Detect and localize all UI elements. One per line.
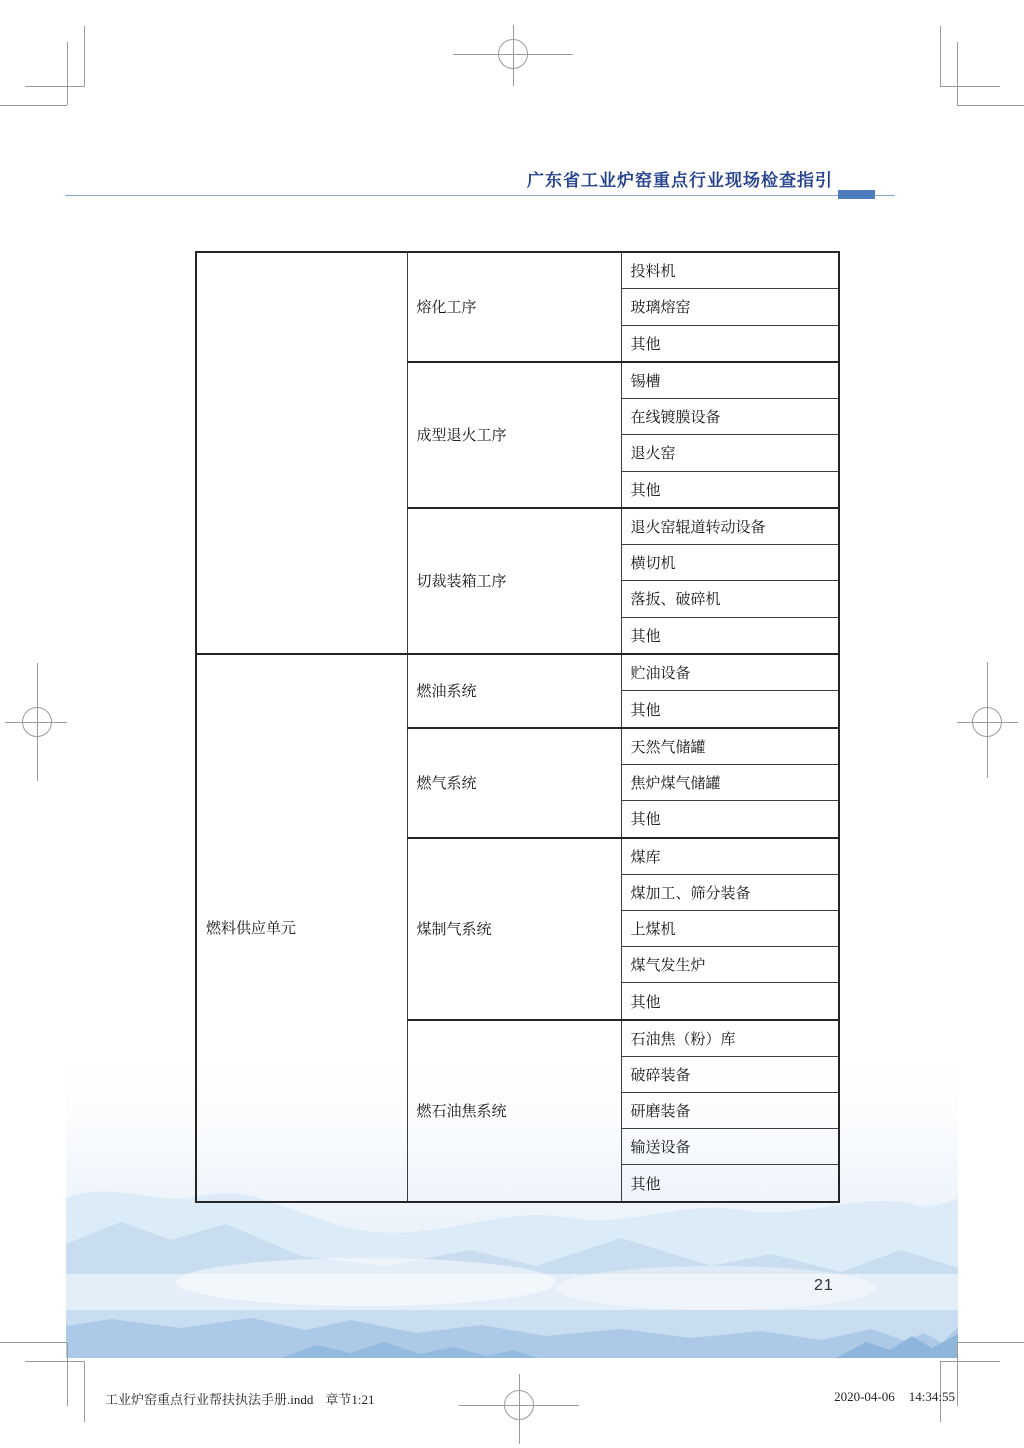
equipment-cell: 煤加工、筛分装备 <box>621 875 839 911</box>
registration-mark-circle <box>498 39 528 69</box>
header-rule-line <box>65 195 895 196</box>
equipment-cell: 石油焦（粉）库 <box>621 1020 839 1057</box>
equipment-cell: 锡槽 <box>621 362 839 399</box>
equipment-cell: 贮油设备 <box>621 654 839 691</box>
registration-mark-circle <box>22 707 52 737</box>
crop-mark <box>0 105 67 106</box>
footer-slug <box>105 1389 375 1408</box>
equipment-cell: 输送设备 <box>621 1129 839 1165</box>
equipment-cell: 其他 <box>621 617 839 654</box>
crop-mark <box>0 1342 67 1343</box>
page-title: 广东省工业炉窑重点行业现场检查指引 <box>527 171 833 190</box>
equipment-cell: 横切机 <box>621 545 839 581</box>
footer-time: 14:34:55 <box>908 1389 955 1404</box>
page-number: 21 <box>814 1277 834 1294</box>
unit-cell: 燃料供应单元 <box>196 654 407 1202</box>
header-accent-bar <box>838 190 875 199</box>
crop-mark <box>940 86 1000 87</box>
crop-mark <box>957 1342 1024 1343</box>
process-cell: 熔化工序 <box>407 252 621 362</box>
crop-mark <box>67 42 68 105</box>
footer-date: 2020-04-06 <box>834 1389 895 1404</box>
crop-mark <box>957 105 1024 106</box>
footer-section: 章节1:21 <box>325 1392 375 1407</box>
crop-mark <box>940 1361 1000 1362</box>
equipment-cell: 其他 <box>621 325 839 362</box>
process-cell: 成型退火工序 <box>407 362 621 508</box>
equipment-cell: 破碎装备 <box>621 1057 839 1093</box>
crop-mark <box>957 1343 958 1406</box>
registration-mark-circle <box>504 1390 534 1420</box>
registration-mark-circle <box>972 707 1002 737</box>
table-row <box>196 252 839 289</box>
unit-cell <box>196 252 407 654</box>
equipment-cell: 焦炉煤气储罐 <box>621 765 839 801</box>
crop-mark <box>84 26 85 86</box>
equipment-cell: 退火窑辊道转动设备 <box>621 508 839 545</box>
process-cell: 燃气系统 <box>407 728 621 838</box>
equipment-cell: 其他 <box>621 801 839 838</box>
equipment-cell: 玻璃熔窑 <box>621 289 839 325</box>
crop-mark <box>957 42 958 105</box>
process-cell: 燃油系统 <box>407 654 621 728</box>
equipment-cell: 在线镀膜设备 <box>621 399 839 435</box>
equipment-cell: 天然气储罐 <box>621 728 839 765</box>
equipment-cell: 落扳、破碎机 <box>621 581 839 617</box>
table-row <box>196 654 839 691</box>
equipment-cell: 其他 <box>621 1165 839 1202</box>
inspection-units-table <box>195 251 840 1203</box>
equipment-cell: 其他 <box>621 691 839 728</box>
equipment-cell: 研磨装备 <box>621 1093 839 1129</box>
equipment-cell: 投料机 <box>621 252 839 289</box>
equipment-cell: 上煤机 <box>621 911 839 947</box>
process-cell: 燃石油焦系统 <box>407 1020 621 1202</box>
process-cell: 煤制气系统 <box>407 838 621 1020</box>
footer-filename: 工业炉窑重点行业帮扶执法手册.indd <box>105 1392 314 1407</box>
equipment-cell: 其他 <box>621 471 839 508</box>
crop-mark <box>25 86 85 87</box>
process-cell: 切裁装箱工序 <box>407 508 621 654</box>
crop-mark <box>25 1361 85 1362</box>
footer-timestamp <box>834 1389 955 1405</box>
equipment-cell: 其他 <box>621 983 839 1020</box>
equipment-cell: 退火窑 <box>621 435 839 471</box>
crop-mark <box>67 1343 68 1406</box>
crop-mark <box>940 26 941 86</box>
equipment-cell: 煤库 <box>621 838 839 875</box>
crop-mark <box>84 1362 85 1422</box>
equipment-cell: 煤气发生炉 <box>621 947 839 983</box>
